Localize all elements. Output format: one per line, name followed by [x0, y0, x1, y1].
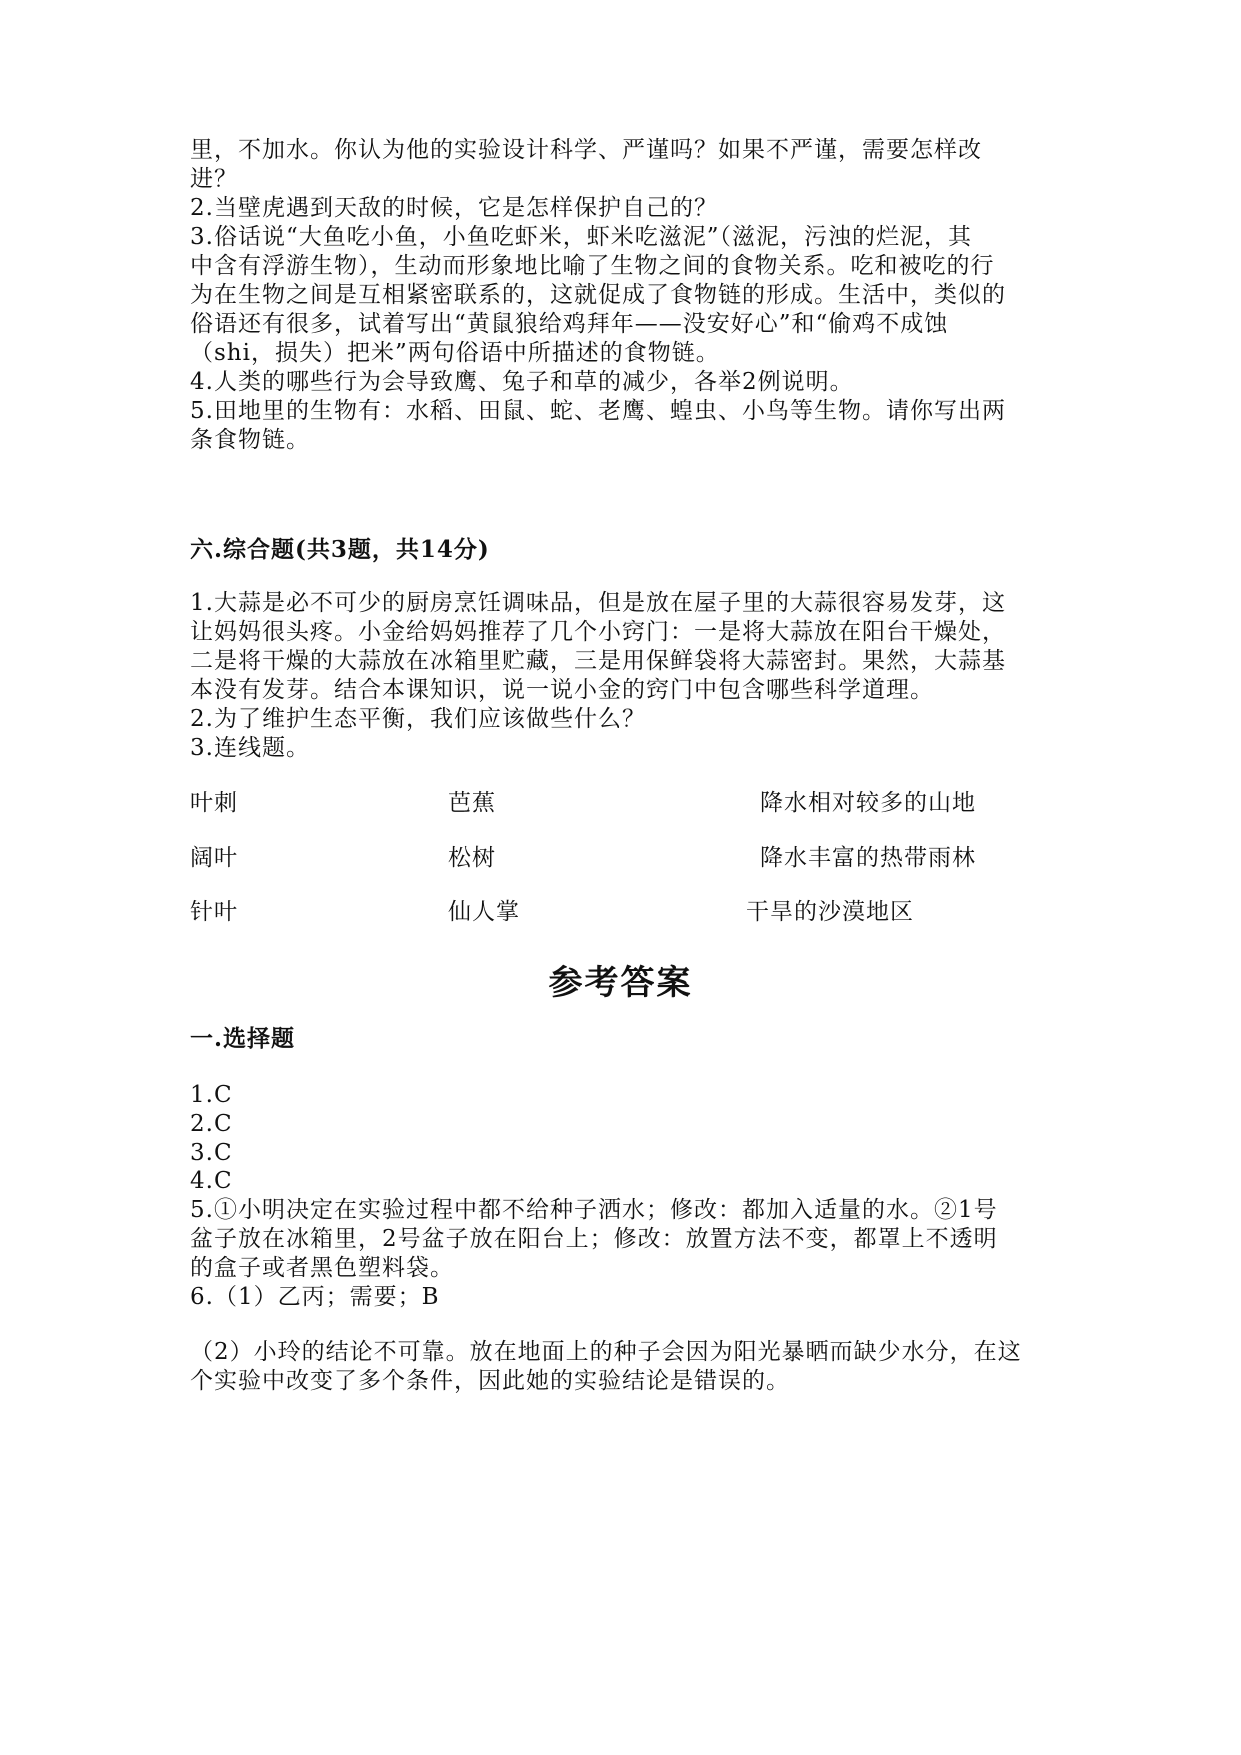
text-line: 条食物链。	[190, 427, 310, 453]
answer-line: 5.①小明决定在实验过程中都不给种子洒水；修改：都加入适量的水。②1号	[190, 1197, 998, 1223]
match-right: 降水相对较多的山地	[760, 790, 976, 816]
text-line: 本没有发芽。结合本课知识，说一说小金的窍门中包含哪些科学道理。	[190, 677, 934, 703]
section-heading: 一.选择题	[190, 1025, 296, 1052]
text-line: （shi，损失）把米”两句俗语中所描述的食物链。	[190, 340, 720, 366]
match-right: 干旱的沙漠地区	[746, 899, 914, 925]
match-right: 降水丰富的热带雨林	[760, 845, 976, 871]
section-heading: 六.综合题(共3题，共14分)	[190, 536, 490, 563]
text-line: 进？	[190, 166, 238, 192]
question-1: 1.大蒜是必不可少的厨房烹饪调味品，但是放在屋子里的大蒜很容易发芽，这	[190, 590, 1006, 616]
match-left: 针叶	[190, 899, 238, 925]
answer-line: 个实验中改变了多个条件，因此她的实验结论是错误的。	[190, 1368, 790, 1394]
match-middle: 仙人掌	[448, 899, 520, 925]
answer-line: 1.C	[190, 1082, 233, 1108]
text-line: 中含有浮游生物），生动而形象地比喻了生物之间的食物关系。吃和被吃的行	[190, 253, 995, 279]
text-line: 俗语还有很多，试着写出“黄鼠狼给鸡拜年——没安好心”和“偷鸡不成蚀	[190, 311, 949, 337]
answer-line: 3.C	[190, 1140, 233, 1166]
question-3: 3.俗话说“大鱼吃小鱼，小鱼吃虾米，虾米吃滋泥”（滋泥，污浊的烂泥，其	[190, 224, 972, 250]
question-5: 5.田地里的生物有：水稻、田鼠、蛇、老鹰、蝗虫、小鸟等生物。请你写出两	[190, 398, 1006, 424]
match-left: 叶刺	[190, 790, 238, 816]
match-middle: 芭蕉	[448, 790, 496, 816]
answer-line: （2）小玲的结论不可靠。放在地面上的种子会因为阳光暴晒而缺少水分，在这	[190, 1339, 1022, 1365]
text-line: 让妈妈很头疼。小金给妈妈推荐了几个小窍门：一是将大蒜放在阳台干燥处，	[190, 619, 1006, 645]
question-2: 2.为了维护生态平衡，我们应该做些什么？	[190, 706, 646, 732]
text-line: 二是将干燥的大蒜放在冰箱里贮藏，三是用保鲜袋将大蒜密封。果然，大蒜基	[190, 648, 1006, 674]
question-2: 2.当壁虎遇到天敌的时候，它是怎样保护自己的？	[190, 195, 718, 221]
text-line: 为在生物之间是互相紧密联系的，这就促成了食物链的形成。生活中，类似的	[190, 282, 1006, 308]
text-line: 里，不加水。你认为他的实验设计科学、严谨吗？如果不严谨，需要怎样改	[190, 137, 982, 163]
answer-line: 盆子放在冰箱里，2号盆子放在阳台上；修改：放置方法不变，都罩上不透明	[190, 1226, 998, 1252]
question-4: 4.人类的哪些行为会导致鹰、兔子和草的减少，各举2例说明。	[190, 369, 854, 395]
answer-line: 2.C	[190, 1111, 233, 1137]
answer-line: 4.C	[190, 1168, 233, 1194]
question-3: 3.连线题。	[190, 735, 310, 761]
answers-title: 参考答案	[548, 963, 693, 1003]
answer-line: 6.（1）乙丙；需要；B	[190, 1284, 440, 1310]
match-middle: 松树	[448, 845, 496, 871]
answer-line: 的盒子或者黑色塑料袋。	[190, 1255, 454, 1281]
match-left: 阔叶	[190, 845, 238, 871]
